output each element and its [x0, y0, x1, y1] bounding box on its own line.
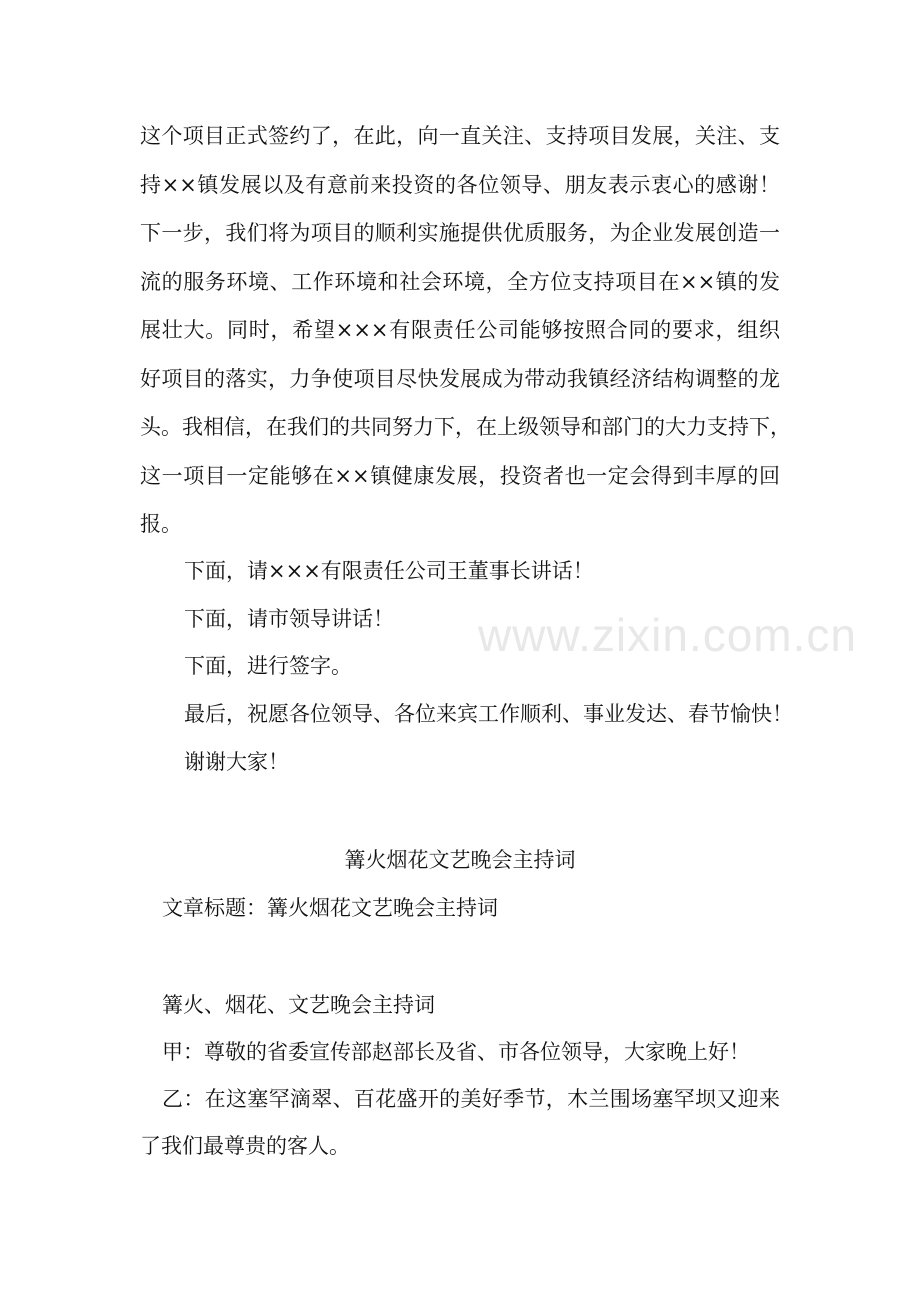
script-line-yi: 乙：在这塞罕滴翠、百花盛开的美好季节，木兰围场塞罕坝又迎来 [162, 1087, 780, 1111]
article-meta-title: 文章标题：篝火烟花文艺晚会主持词 [162, 896, 498, 920]
paragraph-line: 持××镇发展以及有意前来投资的各位领导、朋友表示衷心的感谢！ [140, 172, 780, 197]
paragraph-line: 流的服务环境、工作环境和社会环境，全方位支持项目在××镇的发 [140, 269, 780, 294]
script-line-yi-continued: 了我们最尊贵的客人。 [140, 1134, 350, 1158]
closing-line: 下面，请×××有限责任公司王董事长讲话！ [184, 559, 594, 583]
closing-line: 最后，祝愿各位领导、各位来宾工作顺利、事业发达、春节愉快！ [184, 702, 793, 727]
closing-line: 谢谢大家！ [184, 749, 289, 774]
paragraph-line: 报。 [140, 512, 182, 536]
paragraph-line: 这一项目一定能够在××镇健康发展，投资者也一定会得到丰厚的回 [140, 463, 780, 488]
script-line-jia: 甲：尊敬的省委宣传部赵部长及省、市各位领导，大家晚上好！ [162, 1040, 750, 1064]
closing-line: 下面，请市领导讲话！ [184, 606, 394, 631]
closing-lines [184, 548, 793, 786]
paragraph-line: 展壮大。同时，希望×××有限责任公司能够按照合同的要求，组织 [140, 318, 780, 342]
paragraph-line: 这个项目正式签约了，在此，向一直关注、支持项目发展，关注、支 [140, 124, 780, 148]
host-script [140, 982, 780, 1170]
closing-line: 下面，进行签字。 [184, 654, 352, 679]
speech-paragraph [140, 112, 791, 549]
site-watermark: www.zixin.com.cn [478, 609, 857, 661]
paragraph-line: 头。我相信，在我们的共同努力下，在上级领导和部门的大力支持下， [140, 415, 791, 439]
article-heading: 篝火烟花文艺晚会主持词 [344, 848, 576, 872]
paragraph-line: 下一步，我们将为项目的顺利实施提供优质服务，为企业发展创造一 [140, 221, 780, 245]
script-subtitle: 篝火、烟花、文艺晚会主持词 [162, 993, 435, 1017]
paragraph-line: 好项目的落实，力争使项目尽快发展成为带动我镇经济结构调整的龙 [140, 366, 780, 391]
